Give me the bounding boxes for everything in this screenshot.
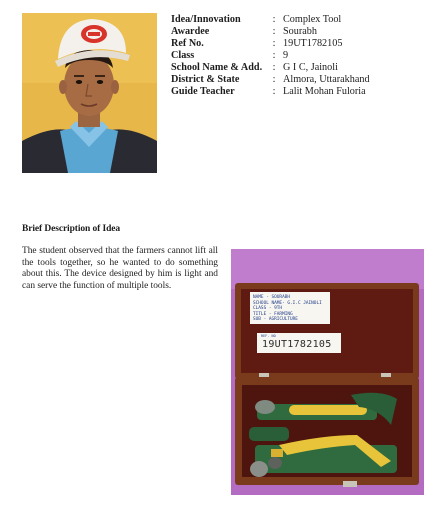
info-separator: : [272, 74, 276, 85]
info-label: Idea/Innovation [171, 14, 241, 25]
info-value: 19UT1782105 [283, 38, 343, 49]
info-label: Ref No. [171, 38, 204, 49]
info-label: Class [171, 50, 195, 61]
info-separator: : [272, 86, 276, 97]
ref-card-label: REF. NO [261, 334, 276, 338]
info-value: G I C, Jainoli [283, 62, 338, 73]
info-separator: : [272, 14, 276, 25]
info-row [171, 14, 441, 26]
ref-card-number: 19UT1782105 [262, 339, 332, 350]
info-label: School Name & Add. [171, 62, 263, 73]
awardee-photo [22, 13, 157, 173]
info-row [171, 50, 441, 62]
brief-description-text: The student observed that the farmers cannot lift all the tools together, so he wanted to do something about this. The device designed by him is light and can serve the function of multiple tools. [22, 246, 218, 291]
tag-line: CLASS - 9TH [253, 306, 283, 312]
info-row [171, 62, 441, 74]
info-value: Almora, Uttarakhand [283, 74, 370, 85]
info-separator: : [272, 50, 276, 61]
info-value: Sourabh [283, 26, 317, 37]
brief-description-heading: Brief Description of Idea [22, 224, 121, 234]
info-row [171, 26, 441, 38]
info-value: Lalit Mohan Fuloria [283, 86, 366, 97]
project-photo [231, 249, 424, 495]
info-label: District & State [171, 74, 240, 85]
tool-tag-card [253, 295, 322, 323]
info-label: Guide Teacher [171, 86, 235, 97]
info-value: Complex Tool [283, 14, 342, 25]
info-row [171, 74, 441, 86]
info-row [171, 86, 441, 98]
tag-line: TITLE - FARMING [253, 311, 293, 317]
tag-line: NAME - SOURABH [253, 295, 291, 300]
info-separator: : [272, 62, 276, 73]
info-value: 9 [283, 50, 289, 61]
info-row [171, 38, 441, 50]
tag-line: SCHOOL NAME- G.I.C JAINOLI [253, 300, 322, 306]
info-label: Awardee [171, 26, 210, 37]
awardee-info-table [171, 14, 441, 98]
info-separator: : [272, 38, 276, 49]
info-separator: : [272, 26, 276, 37]
tag-line: SUB - AGRICULTURE [253, 317, 298, 323]
